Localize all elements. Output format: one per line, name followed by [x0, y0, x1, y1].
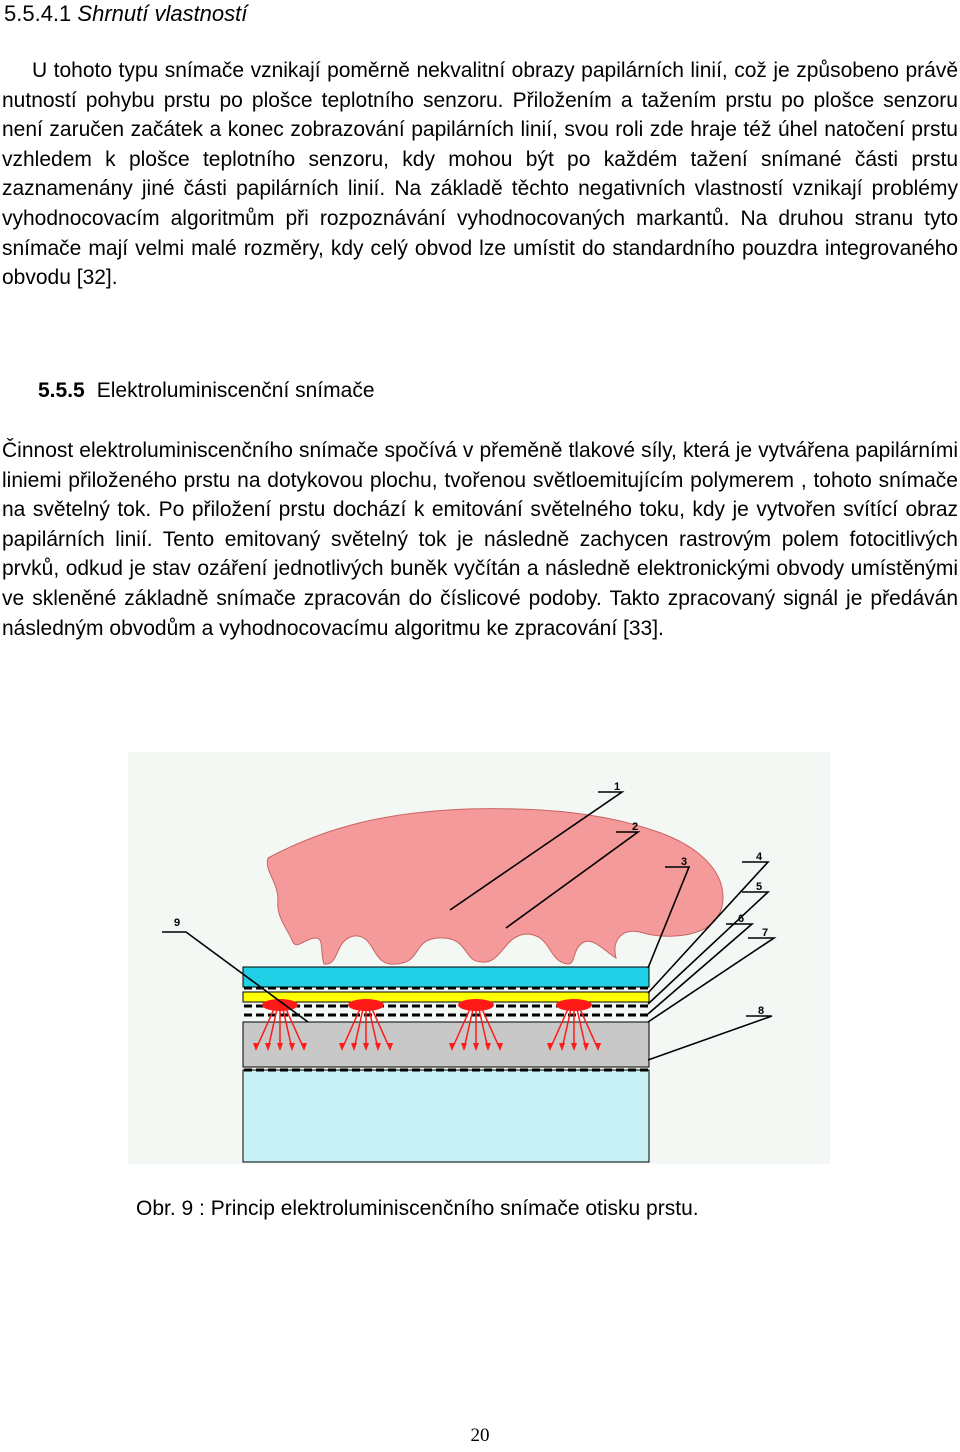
subsection-number: 5.5.4.1 [4, 1, 72, 26]
paragraph-sentence: Po přiložení prstu dochází k emitování světelného toku, kdy je vytvořen svítící obraz papilárních linií. [2, 498, 959, 551]
paragraph-thermal-summary [2, 56, 958, 293]
paragraph-sentence: Na základě těchto negativních vlastností vznikají problémy vyhodnocovacím algoritmům při rozpoznávání vyhodnocovaných markantů. [2, 177, 958, 230]
figure-label: 9 [174, 917, 181, 929]
figure-label: 5 [756, 881, 763, 893]
sensor-diagram [128, 752, 830, 1164]
yellow-layer [243, 992, 649, 1002]
glass-base [243, 1070, 649, 1162]
figure-label: 8 [758, 1005, 765, 1017]
figure-label: 4 [756, 851, 763, 863]
figure-label: 1 [614, 781, 621, 793]
top-cyan-layer [243, 967, 649, 987]
section-heading [38, 376, 375, 406]
figure-label: 2 [632, 821, 639, 833]
paragraph-sentence: Na druhou stranu tyto snímače mají velmi malé rozměry, kdy celý obvod lze umístit do standardního pouzdra integrovaného obvodu [32]. [2, 206, 958, 290]
section-title: Elektroluminiscenční snímače [96, 379, 375, 402]
sensor-figure [128, 752, 830, 1164]
paragraph-sentence: Takto zpracovaný signál je předáván následným obvodům a vyhodnocovacímu algoritmu ke zpracování [33]. [2, 586, 958, 640]
figure-label: 3 [681, 856, 688, 868]
paragraph-sentence: Činnost elektroluminiscenčního snímače spočívá v přeměně tlakové síly, která je vytvářena papilárními liniemi přiloženého prstu na dotykovou plochu, tvořenou světloemitujícím polymerem , tohoto snímače na světelný tok. [2, 439, 958, 522]
page-number: 20 [470, 1425, 490, 1446]
figure-label: 6 [738, 913, 745, 925]
figure-label: 7 [762, 927, 769, 939]
paragraph-sentence: Tento emitovaný světelný tok je následně zachycen rastrovým polem fotocitlivých prvků, odkud je stav ozáření jednotlivých buněk vyčítán a následně elektronickými obvody umístěnými ve skleněné základně snímače zpracován do číslicové podoby. [2, 527, 958, 610]
figure-caption: Obr. 9 : Princip elektroluminiscenčního snímače otisku prstu. [136, 1197, 699, 1220]
paragraph-electroluminescent [2, 436, 958, 643]
paragraph-sentence: U tohoto typu snímače vznikají poměrně nekvalitní obrazy papilárních linií, což je způsobeno právě nutností pohybu prstu po plošce teplotního senzoru. [2, 59, 958, 112]
paragraph-sentence: Přiložením a tažením prstu po plošce senzoru není zaručen začátek a konec zobrazování papilárních linií, svou roli zde hraje též úhel natočení prstu vzhledem k plošce teplotního senzoru, kdy mohou být po každém tažení snímané části prstu zaznamenány jiné části papilárních linií. [2, 88, 958, 201]
subsection-title: Shrnutí vlastností [77, 1, 248, 26]
section-number: 5.5.5 [38, 379, 85, 402]
subsection-heading [4, 0, 247, 28]
